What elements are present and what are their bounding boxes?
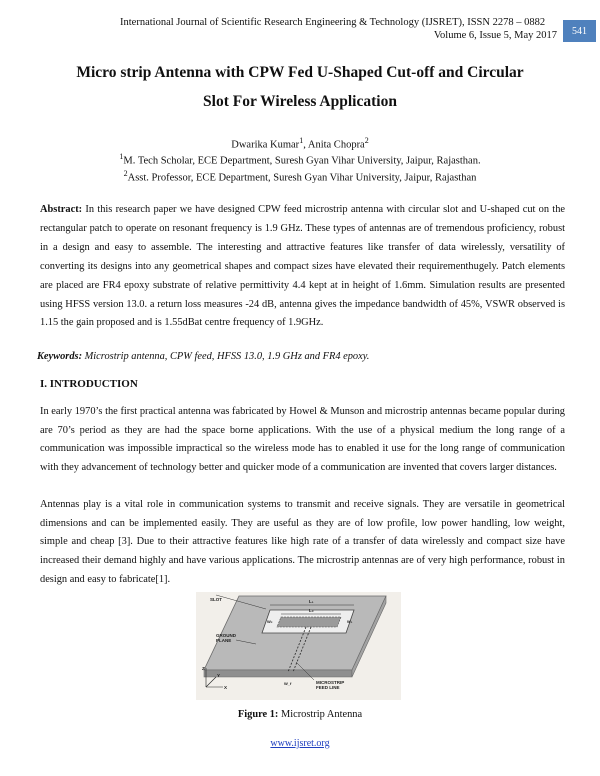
keywords-text: Microstrip antenna, CPW feed, HFSS 13.0, 1.9 GHz and FR4 epoxy. bbox=[84, 351, 370, 362]
author-separator: , bbox=[303, 139, 308, 151]
page-number: 541 bbox=[572, 25, 587, 37]
volume-info: Volume 6, Issue 5, May 2017 bbox=[433, 30, 557, 41]
affiliation-1-sup: 1 bbox=[119, 152, 124, 161]
footer bbox=[0, 738, 600, 749]
figure-caption-text: Microstrip Antenna bbox=[278, 709, 363, 720]
affiliation-2-sup: 2 bbox=[123, 169, 128, 178]
paper-title-line2: Slot For Wireless Application bbox=[203, 93, 397, 110]
affiliation-2 bbox=[0, 169, 600, 184]
abstract-text: In this research paper we have designed CPW feed microstrip antenna with circular slot and U-shaped cut on the rectangular patch to operate on resonant frequency is 1.9 GHz. These types of antennas are of tremendous proficiency, robust in a design and easy to assemble. The interesting and attractive features like transfer of data wirelessly, versatility of converting its designs into any geometrical shapes and compact sizes have elevated their requirementhugely. Patch elements are placed are FR4 epoxy substrate of relative permittivity 4.4 kept at in height of 1.6mm. Simulation results are presented using HFSS version 13.0. a return loss measures -24 dB, antenna gives the impedance bandwidth of 45%, VSWR observed is 1.15 the gain proposed and is 1.55dBat centre frequency of 1.9GHz. bbox=[40, 204, 565, 329]
affiliation-1-text: M. Tech Scholar, ECE Department, Suresh Gyan Vihar University, Jaipur, Rajasthan. bbox=[123, 155, 481, 167]
footer-link[interactable]: www.ijsret.org bbox=[270, 738, 330, 749]
label-w2: W₂ bbox=[267, 619, 273, 624]
author-line bbox=[0, 136, 600, 151]
author-2: Anita Chopra bbox=[307, 139, 365, 151]
figure-caption-label: Figure 1: bbox=[237, 709, 279, 720]
label-l1: L₁ bbox=[309, 599, 314, 604]
label-feed-line: FEED LINE bbox=[316, 685, 340, 690]
page-number-badge bbox=[563, 20, 596, 42]
label-l2: L₂ bbox=[309, 608, 314, 613]
section-heading-introduction: I. INTRODUCTION bbox=[40, 378, 138, 390]
intro-paragraph-1: In early 1970’s the first practical antenna was fabricated by Howel & Munson and microstrip antennas became popular during are 70’s period as they are had the space borne applications. With the use of a physical medium the long range of a communication was impossible impractical so the wireless mode has to enabled it use for the long range of communication with they advancement of technology better and quicker mode of a communication are invented that covers larger distances. bbox=[40, 406, 565, 474]
author-1-sup: 1 bbox=[299, 136, 304, 145]
label-ground: GROUND bbox=[216, 633, 236, 638]
affiliation-2-text: Asst. Professor, ECE Department, Suresh Gyan Vihar University, Jaipur, Rajasthan bbox=[127, 172, 477, 184]
paper-title-line1: Micro strip Antenna with CPW Fed U-Shaped Cut-off and Circular bbox=[76, 64, 524, 81]
keywords-label: Keywords: bbox=[37, 351, 83, 362]
figure-caption bbox=[0, 709, 600, 720]
label-z: Z bbox=[202, 666, 205, 671]
abstract-label: Abstract: bbox=[40, 204, 83, 215]
keywords bbox=[37, 351, 369, 362]
label-wf: W_f bbox=[284, 681, 292, 686]
journal-header: International Journal of Scientific Research Engineering & Technology (IJSRET), ISSN 2278 – 0882 bbox=[120, 17, 546, 28]
label-w1: W₁ bbox=[347, 619, 353, 624]
affiliation-1 bbox=[0, 152, 600, 167]
author-1: Dwarika Kumar bbox=[231, 139, 300, 151]
abstract bbox=[40, 201, 565, 333]
author-2-sup: 2 bbox=[364, 136, 369, 145]
label-plane: PLANE bbox=[216, 638, 232, 643]
ground-plane-front bbox=[204, 670, 352, 677]
intro-paragraph-2: Antennas play is a vital role in communication systems to transmit and receive signals. They are versatile in geometrical dimensions and can be implemented easily. They are useful as they are of low profile, low power handling, low weight, simple and cheap [3]. Due to their attractive features like high rate of a transfer of data wirelessly and compact size have increased their demand highly and have various applications. The microstrip antennas are of very high performance, robust in design and easy to fabricate[1]. bbox=[40, 499, 565, 585]
label-slot: SLOT bbox=[210, 597, 222, 602]
label-microstrip: MICROSTRIP bbox=[316, 680, 345, 685]
slot-inner-patch bbox=[277, 617, 341, 627]
label-x: X bbox=[224, 685, 228, 690]
label-y: Y bbox=[217, 673, 221, 678]
microstrip-antenna-figure bbox=[196, 592, 401, 700]
